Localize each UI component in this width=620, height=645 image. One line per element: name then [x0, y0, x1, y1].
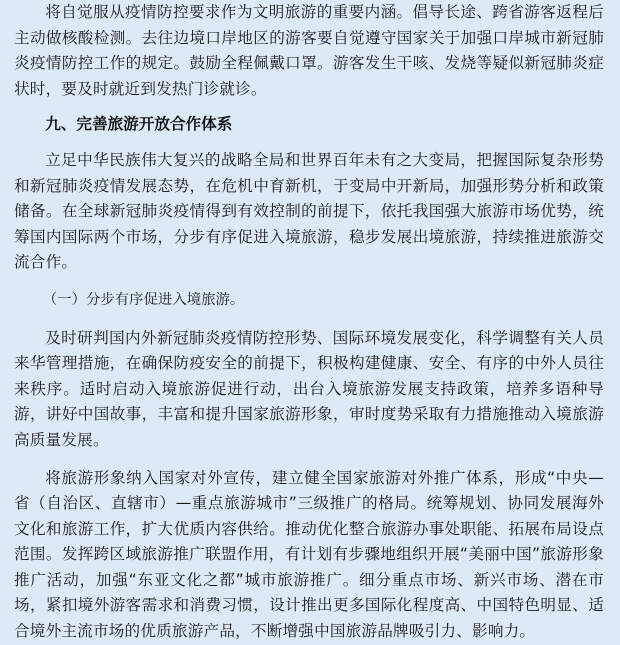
paragraph-opening-cooperation: 立足中华民族伟大复兴的战略全局和世界百年未有之大变局，把握国际复杂形势和新冠肺炎疫情发展态势，在危机中育新机，于变局中开新局，加强形势分析和政策储备。在全球新冠肺炎疫情得到有效控制的前提下，依托我国强大旅游市场优势，统筹国内国际两个市场，分步有序促进入境旅游，稳步发展出境旅游，持续推进旅游交流合作。: [14, 150, 604, 272]
paragraph-civilized-travel: 将自觉服从疫情防控要求作为文明旅游的重要内涵。倡导长途、跨省游客返程后主动做核酸检测。去往边境口岸地区的游客要自觉遵守国家关于加强口岸城市新冠肺炎疫情防控工作的规定。鼓励全程佩戴口罩。游客发生干咳、发烧等疑似新冠肺炎症状时，要及时就近到发热门诊就诊。: [14, 3, 604, 98]
sub-heading: （一）分步有序促进入境旅游。: [42, 291, 245, 308]
paragraph-inbound-tourism: 及时研判国内外新冠肺炎疫情防控形势、国际环境发展变化，科学调整有关人员来华管理措施，在确保防疫安全的前提下，积极构建健康、安全、有序的中外人员往来秩序。适时启动入境旅游促进行动，出台入境旅游发展支持政策，培养多语种导游，讲好中国故事，丰富和提升国家旅游形象，审时度势采取有力措施推动入境旅游高质量发展。: [14, 328, 604, 449]
section-heading: 九、完善旅游开放合作体系: [45, 115, 233, 134]
paragraph-tourism-image: 将旅游形象纳入国家对外宣传，建立健全国家旅游对外推广体系，形成“中央—省（自治区、直辖市）—重点旅游城市”三级推广的格局。统筹规划、协同发展海外文化和旅游工作，扩大优质内容供给。推动优化整合旅游办事处职能、拓展布局设点范围。发挥跨区域旅游推广联盟作用，有计划有步骤地组织开展“美丽中国”旅游形象推广活动，加强“东亚文化之都”城市旅游推广。细分重点市场、新兴市场、潜在市场，紧扣境外游客需求和消费习惯，设计推出更多国际化程度高、中国特色明显、适合境外主流市场的优质旅游产品，不断增强中国旅游品牌吸引力、影响力。: [14, 468, 604, 641]
